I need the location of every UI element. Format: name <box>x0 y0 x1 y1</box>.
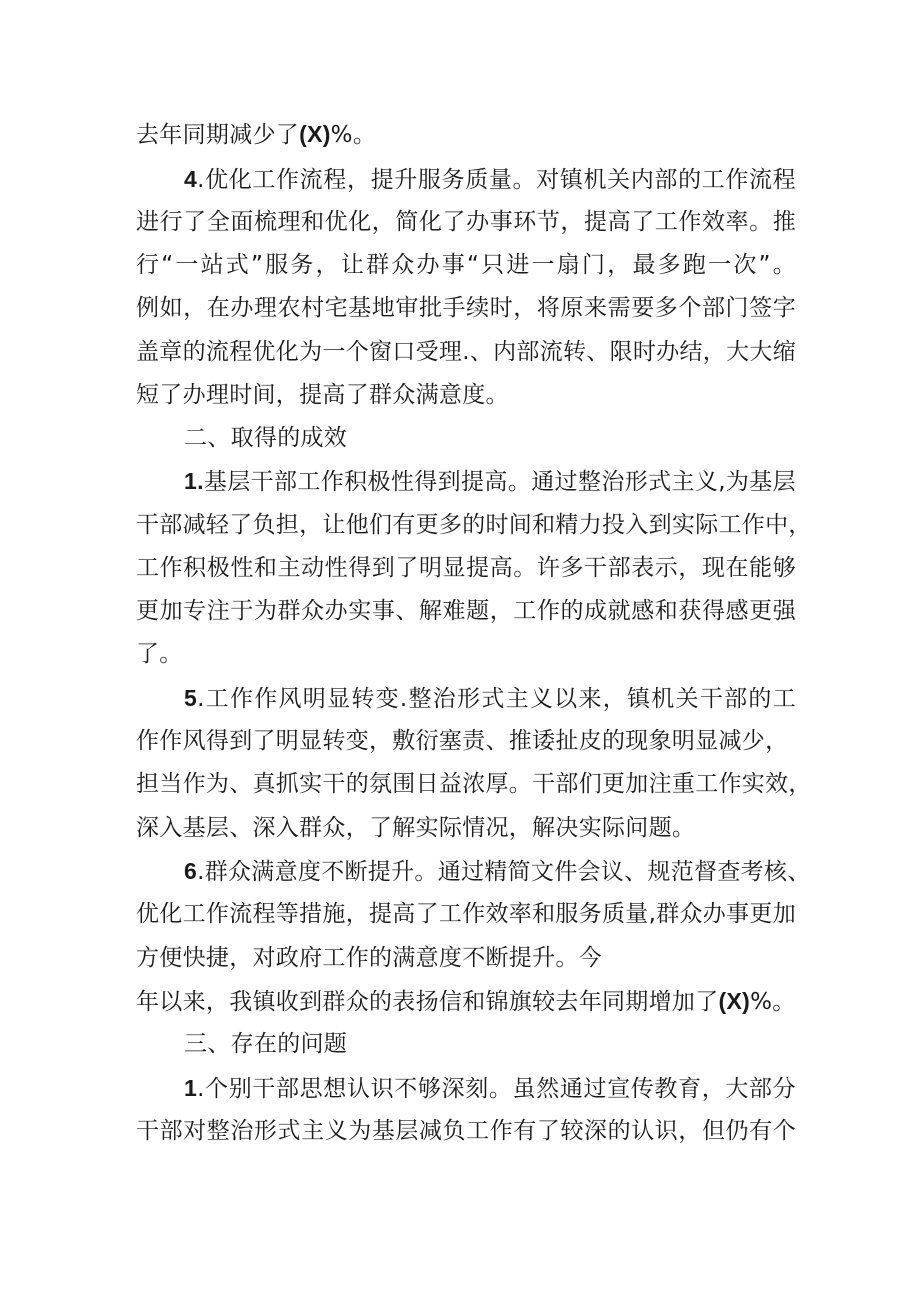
paragraph-line: 了。 <box>136 641 183 667</box>
placeholder-x: (X) <box>299 121 331 147</box>
paragraph-line: 6.群众满意度不断提升。通过精简文件会议、规范督查考核、 <box>184 858 811 885</box>
paragraph-line: 作作风得到了明显转变，敷衍塞责、推诿扯皮的现象明显减少， <box>136 728 789 754</box>
paragraph-line: 工作积极性和主动性得到了明显提高。许多干部表示，现在能够 <box>136 555 796 581</box>
paragraph-line: 干部对整治形式主义为基层减负工作有了较深的认识，但仍有个 <box>136 1118 796 1144</box>
paragraph-line: 1.基层干部工作积极性得到提高。通过整治形式主义,为基层 <box>184 468 796 495</box>
paragraph-line: 方便快捷，对政府工作的满意度不断提升。今 <box>136 945 602 971</box>
paragraph-line: 例如，在办理农村宅基地审批手续时，将原来需要多个部门签字 <box>136 295 796 321</box>
item-number: 1. <box>184 468 204 494</box>
placeholder-x: (X) <box>718 988 751 1014</box>
item-number: 6 <box>184 858 198 884</box>
paragraph-line: 干部减轻了负担，让他们有更多的时间和精力投入到实际工作中， <box>136 512 812 538</box>
paragraph-line: 年以来，我镇收到群众的表扬信和锦旗较去年同期增加了(X)%。 <box>136 988 796 1015</box>
section-heading: 三、存在的问题 <box>184 1031 348 1057</box>
paragraph-line: 更加专注于为群众办实事、解难题，工作的成就感和获得感更强 <box>136 598 796 624</box>
paragraph-line: 行“一站式”服务，让群众办事“只进一扇门，最多跑一次”。 <box>136 252 796 278</box>
paragraph-line: 5.工作作风明显转变.整治形式主义以来，镇机关干部的工 <box>184 685 796 712</box>
paragraph-line: 进行了全面梳理和优化，简化了办事环节，提高了工作效率。推 <box>136 209 796 235</box>
section-heading: 二、取得的成效 <box>184 425 348 451</box>
paragraph-line: 去年同期减少了(X)%。 <box>136 121 377 148</box>
item-number: 4 <box>184 166 198 192</box>
paragraph-line: 盖章的流程优化为一个窗口受理.、内部流转、限时办结，大大缩 <box>136 339 797 365</box>
item-number: 5 <box>184 685 198 711</box>
paragraph-line: 优化工作流程等措施，提高了工作效率和服务质量,群众办事更加 <box>136 901 797 927</box>
paragraph-line: 担当作为、真抓实干的氛围日益浓厚。干部们更加注重工作实效， <box>136 771 812 797</box>
paragraph-line: 短了办理时间，提高了群众满意度。 <box>136 382 509 408</box>
item-number: 1 <box>184 1075 198 1101</box>
paragraph-line: 4.优化工作流程，提升服务质量。对镇机关内部的工作流程 <box>184 166 796 193</box>
paragraph-line: 1.个别干部思想认识不够深刻。虽然通过宣传教育，大部分 <box>184 1075 796 1102</box>
paragraph-line: 深入基层、深入群众，了解实际情况，解决实际问题。 <box>136 815 696 841</box>
